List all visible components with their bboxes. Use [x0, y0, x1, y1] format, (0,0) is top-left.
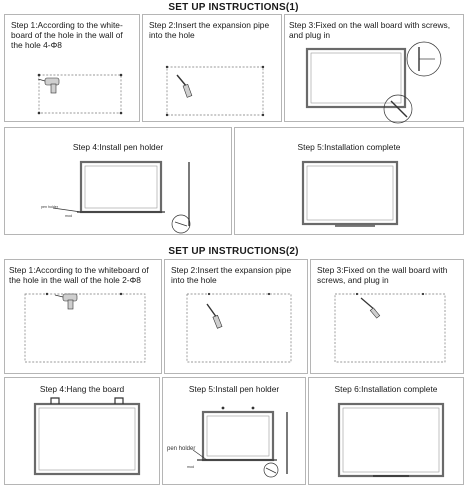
mod-callout: mod [187, 465, 194, 469]
screwdriver-icon [361, 298, 380, 318]
detail-circle [264, 463, 278, 477]
s2-step6-illustration [309, 378, 465, 486]
s1-step2-label: Step 2:Insert the expansion pipe into the hole [149, 20, 270, 40]
section-1-title: SET UP INSTRUCTIONS(1) [168, 2, 299, 13]
s1-step3-panel [284, 14, 464, 122]
s2-step3-panel [310, 259, 464, 374]
s2-step6-label: Step 6:Installation complete [334, 384, 438, 394]
s2-step2-label: Step 2:Insert the expansion pipe into the hole [171, 265, 292, 285]
section-2-title: SET UP INSTRUCTIONS(2) [168, 246, 299, 257]
s1-step1-label: Step 1:According to the white- board of the hole in the wall of the hole 4-Φ8 [11, 20, 123, 50]
s2-step6-panel [308, 377, 464, 485]
hammer-icon [207, 304, 222, 328]
hole-layout-outline [25, 294, 145, 362]
s2-step4-illustration [5, 378, 161, 486]
s1-step3-illustration [285, 15, 465, 123]
drill-icon [38, 78, 59, 93]
s1-step2-panel [142, 14, 282, 122]
pen-holder-callout: pen holder [41, 205, 58, 209]
pen-holder-callout: pen holder [167, 446, 196, 452]
s2-step3-illustration [311, 260, 465, 375]
s2-step3-label: Step 3:Fixed on the wall board with screws, and plug in [317, 265, 448, 285]
hammer-icon [177, 75, 192, 97]
s2-step1-panel [4, 259, 162, 374]
s1-step4-panel [4, 127, 232, 235]
s1-step5-panel [234, 127, 464, 235]
s1-step5-label: Step 5:Installation complete [297, 142, 401, 152]
mod-callout: mod [65, 214, 72, 218]
s1-step5-illustration [235, 128, 465, 236]
s1-step1-panel [4, 14, 140, 122]
s2-step2-panel [164, 259, 308, 374]
hole-layout-outline [335, 294, 445, 362]
s1-step4-illustration [5, 128, 233, 236]
s2-step5-panel [162, 377, 306, 485]
s2-step4-label: Step 4:Hang the board [39, 384, 125, 394]
s1-step1-illustration [5, 15, 141, 123]
hole-layout-outline [167, 67, 263, 115]
s2-step4-panel [4, 377, 160, 485]
s2-step1-illustration [5, 260, 163, 375]
hole-layout-outline [187, 294, 291, 362]
s1-step4-label: Step 4:Install pen holder [72, 142, 164, 152]
drill-icon [55, 294, 77, 309]
s2-step2-illustration [165, 260, 309, 375]
s2-step5-label: Step 5:Install pen holder [188, 384, 280, 394]
s2-step5-illustration [163, 378, 307, 486]
s2-step1-label: Step 1:According to the whiteboard of the hole in the wall of the hole 2-Φ8 [9, 265, 149, 285]
s1-step2-illustration [143, 15, 283, 123]
s1-step3-label: Step 3:Fixed on the wall board with screws, and plug in [289, 20, 451, 40]
